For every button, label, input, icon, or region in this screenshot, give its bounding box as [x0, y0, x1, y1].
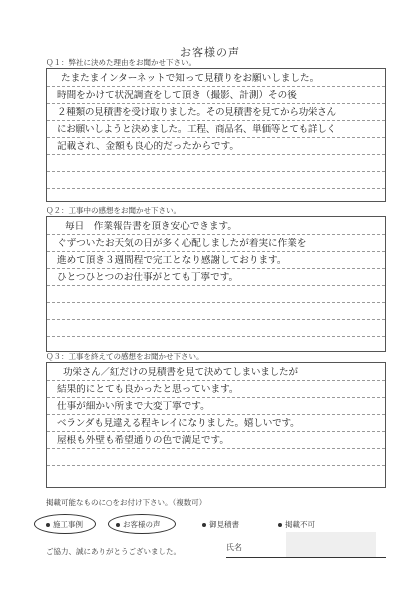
ruled-line: [47, 302, 385, 303]
question-3: [46, 352, 386, 488]
ruled-line: [47, 137, 385, 138]
bullet-icon: [202, 523, 206, 527]
ruled-line: [47, 234, 385, 235]
ruled-line: [47, 268, 385, 269]
ruled-line: [47, 448, 385, 449]
ruled-line: [47, 188, 385, 189]
ruled-line: [47, 171, 385, 172]
answer-line: ひとつひとつのお仕事がとても丁寧です。: [57, 272, 239, 283]
name-label: 氏名: [226, 543, 242, 552]
ruled-line: [47, 336, 385, 337]
ruled-line: [47, 285, 385, 286]
option-estimate[interactable]: [202, 519, 239, 530]
page-title: お客様の声: [180, 46, 240, 59]
ruled-line: [47, 86, 385, 87]
ruled-line: [47, 414, 385, 415]
answer-line: 仕事が細かい所まで大変丁寧です。: [57, 401, 210, 412]
circle-mark-icon: [34, 514, 96, 534]
answer-line: ベランダも見違える程キレイになりました。嬉しいです。: [57, 418, 300, 429]
answer-line: ぐずついたお天気の日が多く心配しましたが着実に作業を: [57, 238, 307, 249]
ruled-line: [47, 397, 385, 398]
answer-line: 記載され、金額も良心的だったからです。: [57, 141, 239, 152]
answer-line: たまたまインターネットで知って見積りをお願いしました。: [61, 73, 320, 84]
ruled-line: [47, 251, 385, 252]
answer-line: 功栄さん／紅だけの見積書を見て決めてしまいましたが: [63, 367, 298, 378]
ruled-line: [47, 103, 385, 104]
question-2: [46, 206, 386, 352]
answer-line: 結果的にとても良かったと思っています。: [57, 384, 239, 395]
answer-line: 進めて頂き３週間程で完工となり感謝しております。: [57, 255, 287, 266]
ruled-line: [47, 154, 385, 155]
answer-line: ２種類の見積書を受け取りました。その見積書を見てから功栄さん: [57, 107, 336, 118]
answer-line: 屋根も外壁も希望通りの色で満足です。: [57, 435, 229, 446]
answer-line: 時間をかけて状況調査をして頂き（撮影、計測）その後: [57, 90, 297, 101]
ruled-line: [47, 465, 385, 466]
ruled-line: [47, 380, 385, 381]
question-3-answer-box: [46, 362, 386, 488]
option-label: 施工事例: [53, 520, 83, 529]
ruled-line: [47, 319, 385, 320]
question-1-answer-box: [46, 68, 386, 202]
question-1: [46, 58, 386, 202]
question-2-answer-box: [46, 216, 386, 352]
option-label: 御見積書: [209, 520, 239, 529]
bullet-icon: [278, 523, 282, 527]
option-label: お客様の声: [123, 520, 161, 529]
ruled-line: [47, 431, 385, 432]
redacted-name: [286, 532, 376, 558]
answer-line: 毎日 作業報告書を頂き安心できます。: [65, 221, 237, 232]
permission-note: 掲載可能なものに○をお付け下さい。（複数可）: [46, 498, 207, 507]
question-3-label: Ｑ３：工事を終えての感想をお聞かせ下さい。: [46, 352, 204, 361]
permission-options: [46, 519, 386, 533]
question-2-label: Ｑ２：工事中の感想をお聞かせ下さい。: [46, 206, 181, 215]
ruled-line: [47, 120, 385, 121]
answer-line: にお願いしようと決めました。工程、商品名、単価等とても詳しく: [57, 124, 336, 135]
option-no-publication[interactable]: [278, 519, 315, 530]
thanks-message: ご協力、誠にありがとうございました。: [46, 547, 181, 556]
name-underline: [226, 557, 386, 558]
question-1-label: Ｑ１：弊社に決めた理由をお聞かせ下さい。: [46, 58, 196, 67]
circle-mark-icon: [108, 514, 176, 534]
option-label: 掲載不可: [285, 520, 315, 529]
name-field: [226, 538, 386, 558]
